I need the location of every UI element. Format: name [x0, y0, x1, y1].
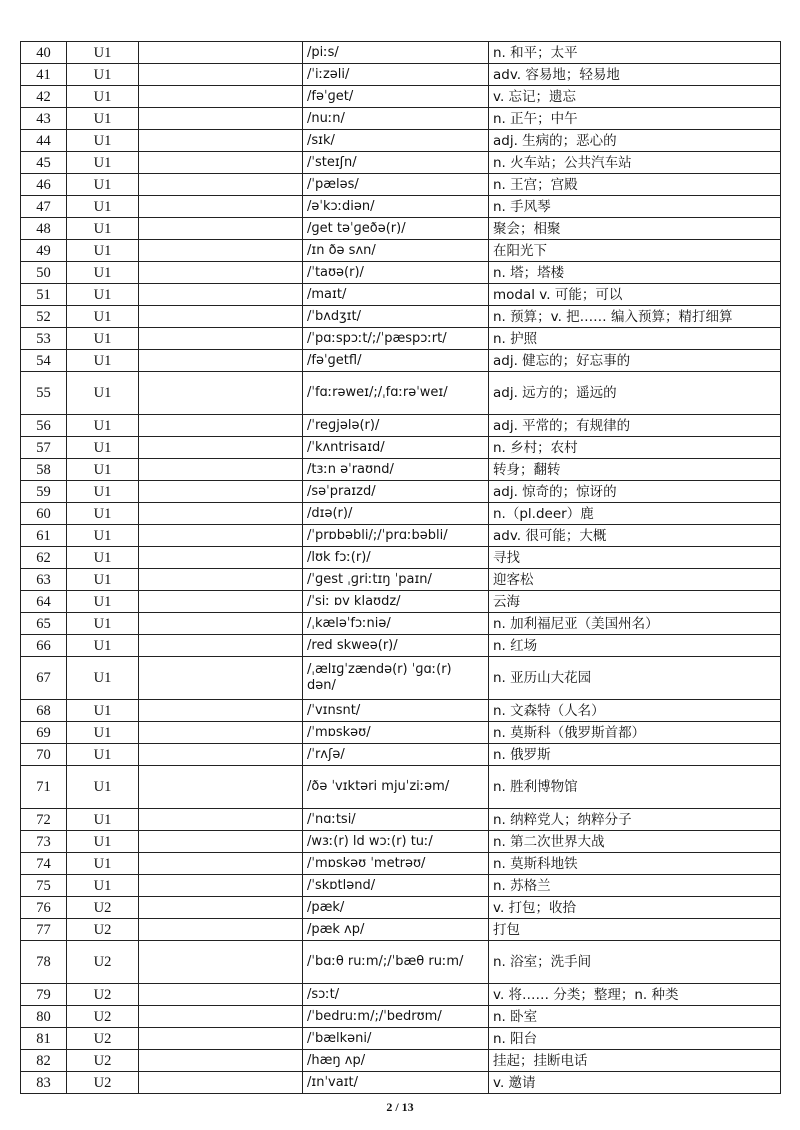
table-row: [21, 569, 781, 591]
table-row: [21, 744, 781, 766]
row-number-cell: 75: [21, 875, 67, 897]
row-number-cell: 54: [21, 350, 67, 372]
row-number-cell: 69: [21, 722, 67, 744]
row-number-cell: 77: [21, 919, 67, 941]
phonetic-cell: /ˈreɡjələ(r)/: [303, 415, 489, 437]
definition-cell: n. 文森特（人名）: [489, 700, 781, 722]
unit-cell: U1: [67, 569, 139, 591]
definition-cell: n. 塔；塔楼: [489, 262, 781, 284]
vocabulary-table-body: [21, 42, 781, 1094]
word-cell: [139, 503, 303, 525]
definition-cell: n. 红场: [489, 635, 781, 657]
definition-cell: adv. 很可能；大概: [489, 525, 781, 547]
row-number-cell: 51: [21, 284, 67, 306]
row-number-cell: 71: [21, 766, 67, 809]
definition-cell: 在阳光下: [489, 240, 781, 262]
row-number-cell: 50: [21, 262, 67, 284]
phonetic-cell: /ˈbedruːm/;/ˈbedrʊm/: [303, 1006, 489, 1028]
unit-cell: U1: [67, 591, 139, 613]
row-number-cell: 45: [21, 152, 67, 174]
table-row: [21, 152, 781, 174]
unit-cell: U2: [67, 1050, 139, 1072]
table-row: [21, 108, 781, 130]
row-number-cell: 72: [21, 809, 67, 831]
word-cell: [139, 130, 303, 152]
word-cell: [139, 1006, 303, 1028]
row-number-cell: 48: [21, 218, 67, 240]
definition-cell: v. 忘记；遗忘: [489, 86, 781, 108]
word-cell: [139, 218, 303, 240]
definition-cell: n. 加利福尼亚（美国州名）: [489, 613, 781, 635]
word-cell: [139, 437, 303, 459]
unit-cell: U1: [67, 284, 139, 306]
definition-cell: n. 莫斯科（俄罗斯首都）: [489, 722, 781, 744]
phonetic-cell: /ˈskɒtlənd/: [303, 875, 489, 897]
phonetic-cell: /əˈkɔːdiən/: [303, 196, 489, 218]
table-row: [21, 86, 781, 108]
phonetic-cell: /pæk ʌp/: [303, 919, 489, 941]
unit-cell: U2: [67, 1028, 139, 1050]
unit-cell: U2: [67, 941, 139, 984]
phonetic-cell: /fəˈɡet/: [303, 86, 489, 108]
word-cell: [139, 941, 303, 984]
row-number-cell: 40: [21, 42, 67, 64]
table-row: [21, 328, 781, 350]
definition-cell: n. 莫斯科地铁: [489, 853, 781, 875]
word-cell: [139, 459, 303, 481]
unit-cell: U2: [67, 984, 139, 1006]
phonetic-cell: /lʊk fɔː(r)/: [303, 547, 489, 569]
phonetic-cell: /ˈpɑːspɔːt/;/ˈpæspɔːrt/: [303, 328, 489, 350]
table-row: [21, 437, 781, 459]
phonetic-cell: /ˈiːzəli/: [303, 64, 489, 86]
phonetic-cell: /ˌkæləˈfɔːniə/: [303, 613, 489, 635]
table-row: [21, 941, 781, 984]
word-cell: [139, 897, 303, 919]
unit-cell: U1: [67, 86, 139, 108]
row-number-cell: 64: [21, 591, 67, 613]
row-number-cell: 70: [21, 744, 67, 766]
row-number-cell: 47: [21, 196, 67, 218]
word-cell: [139, 262, 303, 284]
phonetic-cell: /ˈbælkəni/: [303, 1028, 489, 1050]
phonetic-cell: /ˈnɑːtsi/: [303, 809, 489, 831]
definition-cell: adv. 容易地；轻易地: [489, 64, 781, 86]
unit-cell: U1: [67, 240, 139, 262]
table-row: [21, 196, 781, 218]
table-row: [21, 722, 781, 744]
table-row: [21, 700, 781, 722]
word-cell: [139, 657, 303, 700]
phonetic-cell: /ˈfɑːrəweɪ/;/ˌfɑːrəˈweɪ/: [303, 372, 489, 415]
row-number-cell: 78: [21, 941, 67, 984]
row-number-cell: 58: [21, 459, 67, 481]
unit-cell: U1: [67, 218, 139, 240]
phonetic-cell: /red skweə(r)/: [303, 635, 489, 657]
table-row: [21, 657, 781, 700]
table-row: [21, 591, 781, 613]
row-number-cell: 81: [21, 1028, 67, 1050]
definition-cell: v. 将…… 分类；整理；n. 种类: [489, 984, 781, 1006]
unit-cell: U2: [67, 1006, 139, 1028]
phonetic-cell: /ˈmɒskəʊ/: [303, 722, 489, 744]
definition-cell: n. 手风琴: [489, 196, 781, 218]
phonetic-cell: /səˈpraɪzd/: [303, 481, 489, 503]
phonetic-cell: /ˈmɒskəʊ ˈmetrəʊ/: [303, 853, 489, 875]
phonetic-cell: /ˈpæləs/: [303, 174, 489, 196]
unit-cell: U1: [67, 481, 139, 503]
phonetic-cell: /tɜːn əˈraʊnd/: [303, 459, 489, 481]
word-cell: [139, 569, 303, 591]
table-row: [21, 635, 781, 657]
table-row: [21, 240, 781, 262]
word-cell: [139, 328, 303, 350]
table-row: [21, 1006, 781, 1028]
row-number-cell: 62: [21, 547, 67, 569]
unit-cell: U1: [67, 547, 139, 569]
definition-cell: adj. 远方的；遥远的: [489, 372, 781, 415]
table-row: [21, 1050, 781, 1072]
definition-cell: adj. 生病的；恶心的: [489, 130, 781, 152]
phonetic-cell: /ˈsteɪʃn/: [303, 152, 489, 174]
table-row: [21, 218, 781, 240]
table-row: [21, 306, 781, 328]
definition-cell: 聚会；相聚: [489, 218, 781, 240]
row-number-cell: 43: [21, 108, 67, 130]
definition-cell: n. 纳粹党人；纳粹分子: [489, 809, 781, 831]
table-row: [21, 1028, 781, 1050]
table-row: [21, 64, 781, 86]
word-cell: [139, 240, 303, 262]
row-number-cell: 67: [21, 657, 67, 700]
phonetic-cell: /fəˈɡetfl/: [303, 350, 489, 372]
definition-cell: n. 胜利博物馆: [489, 766, 781, 809]
unit-cell: U1: [67, 42, 139, 64]
word-cell: [139, 284, 303, 306]
word-cell: [139, 64, 303, 86]
table-row: [21, 875, 781, 897]
definition-cell: n. 浴室；洗手间: [489, 941, 781, 984]
definition-cell: 转身；翻转: [489, 459, 781, 481]
unit-cell: U2: [67, 919, 139, 941]
definition-cell: adj. 健忘的；好忘事的: [489, 350, 781, 372]
word-cell: [139, 875, 303, 897]
unit-cell: U1: [67, 372, 139, 415]
unit-cell: U1: [67, 64, 139, 86]
phonetic-cell: /ˈbɑːθ ruːm/;/ˈbæθ ruːm/: [303, 941, 489, 984]
word-cell: [139, 919, 303, 941]
row-number-cell: 44: [21, 130, 67, 152]
phonetic-cell: /sɪk/: [303, 130, 489, 152]
word-cell: [139, 853, 303, 875]
phonetic-cell: /ɪnˈvaɪt/: [303, 1072, 489, 1094]
definition-cell: v. 邀请: [489, 1072, 781, 1094]
table-row: [21, 766, 781, 809]
phonetic-cell: /ˈprɒbəbli/;/ˈprɑːbəbli/: [303, 525, 489, 547]
phonetic-cell: /ɡet təˈɡeðə(r)/: [303, 218, 489, 240]
row-number-cell: 42: [21, 86, 67, 108]
definition-cell: modal v. 可能；可以: [489, 284, 781, 306]
phonetic-cell: /ˈbʌdʒɪt/: [303, 306, 489, 328]
unit-cell: U1: [67, 437, 139, 459]
vocabulary-table: [20, 41, 781, 1094]
phonetic-cell: /ˈsiː ɒv klaʊdz/: [303, 591, 489, 613]
table-row: [21, 42, 781, 64]
page-number: 2 / 13: [386, 1100, 414, 1114]
table-row: [21, 372, 781, 415]
table-row: [21, 831, 781, 853]
unit-cell: U1: [67, 262, 139, 284]
unit-cell: U1: [67, 613, 139, 635]
row-number-cell: 57: [21, 437, 67, 459]
row-number-cell: 59: [21, 481, 67, 503]
phonetic-cell: /ðə ˈvɪktəri mjuˈziːəm/: [303, 766, 489, 809]
word-cell: [139, 108, 303, 130]
word-cell: [139, 1028, 303, 1050]
row-number-cell: 65: [21, 613, 67, 635]
definition-cell: n. 卧室: [489, 1006, 781, 1028]
row-number-cell: 82: [21, 1050, 67, 1072]
word-cell: [139, 415, 303, 437]
definition-cell: 云海: [489, 591, 781, 613]
unit-cell: U1: [67, 174, 139, 196]
row-number-cell: 55: [21, 372, 67, 415]
word-cell: [139, 481, 303, 503]
definition-cell: 挂起；挂断电话: [489, 1050, 781, 1072]
phonetic-cell: /hæŋ ʌp/: [303, 1050, 489, 1072]
row-number-cell: 68: [21, 700, 67, 722]
phonetic-cell: /ˈtaʊə(r)/: [303, 262, 489, 284]
table-row: [21, 525, 781, 547]
unit-cell: U1: [67, 130, 139, 152]
word-cell: [139, 547, 303, 569]
table-row: [21, 350, 781, 372]
table-row: [21, 459, 781, 481]
phonetic-cell: /wɜː(r) ld wɔː(r) tuː/: [303, 831, 489, 853]
table-row: [21, 262, 781, 284]
unit-cell: U1: [67, 152, 139, 174]
phonetic-cell: /ˈrʌʃə/: [303, 744, 489, 766]
phonetic-cell: /ˈvɪnsnt/: [303, 700, 489, 722]
word-cell: [139, 831, 303, 853]
phonetic-cell: /maɪt/: [303, 284, 489, 306]
definition-cell: n. 火车站；公共汽车站: [489, 152, 781, 174]
unit-cell: U1: [67, 635, 139, 657]
table-row: [21, 130, 781, 152]
unit-cell: U1: [67, 700, 139, 722]
unit-cell: U1: [67, 809, 139, 831]
definition-cell: n. 预算；v. 把…… 编入预算；精打细算: [489, 306, 781, 328]
unit-cell: U1: [67, 744, 139, 766]
table-row: [21, 897, 781, 919]
phonetic-cell: /sɔːt/: [303, 984, 489, 1006]
table-row: [21, 415, 781, 437]
phonetic-cell: /pæk/: [303, 897, 489, 919]
word-cell: [139, 613, 303, 635]
unit-cell: U2: [67, 1072, 139, 1094]
word-cell: [139, 196, 303, 218]
row-number-cell: 49: [21, 240, 67, 262]
word-cell: [139, 350, 303, 372]
word-cell: [139, 42, 303, 64]
word-cell: [139, 766, 303, 809]
row-number-cell: 41: [21, 64, 67, 86]
definition-cell: n.（pl.deer）鹿: [489, 503, 781, 525]
phonetic-cell: /ˈɡest ˌɡriːtɪŋ ˈpaɪn/: [303, 569, 489, 591]
row-number-cell: 63: [21, 569, 67, 591]
unit-cell: U1: [67, 306, 139, 328]
phonetic-cell: /piːs/: [303, 42, 489, 64]
definition-cell: v. 打包；收拾: [489, 897, 781, 919]
unit-cell: U1: [67, 196, 139, 218]
phonetic-cell: /ɪn ðə sʌn/: [303, 240, 489, 262]
definition-cell: n. 和平；太平: [489, 42, 781, 64]
word-cell: [139, 809, 303, 831]
definition-cell: n. 亚历山大花园: [489, 657, 781, 700]
table-row: [21, 481, 781, 503]
unit-cell: U1: [67, 415, 139, 437]
definition-cell: n. 王宫；宫殿: [489, 174, 781, 196]
unit-cell: U1: [67, 525, 139, 547]
word-cell: [139, 152, 303, 174]
row-number-cell: 46: [21, 174, 67, 196]
definition-cell: adj. 惊奇的；惊讶的: [489, 481, 781, 503]
unit-cell: U1: [67, 722, 139, 744]
phonetic-cell: /ˈkʌntrisaɪd/: [303, 437, 489, 459]
row-number-cell: 74: [21, 853, 67, 875]
row-number-cell: 66: [21, 635, 67, 657]
word-cell: [139, 744, 303, 766]
word-cell: [139, 722, 303, 744]
row-number-cell: 73: [21, 831, 67, 853]
phonetic-cell: /nuːn/: [303, 108, 489, 130]
word-cell: [139, 984, 303, 1006]
definition-cell: 打包: [489, 919, 781, 941]
unit-cell: U2: [67, 897, 139, 919]
row-number-cell: 80: [21, 1006, 67, 1028]
table-row: [21, 547, 781, 569]
word-cell: [139, 372, 303, 415]
unit-cell: U1: [67, 831, 139, 853]
word-cell: [139, 700, 303, 722]
table-row: [21, 853, 781, 875]
word-cell: [139, 591, 303, 613]
table-row: [21, 613, 781, 635]
definition-cell: 迎客松: [489, 569, 781, 591]
row-number-cell: 79: [21, 984, 67, 1006]
unit-cell: U1: [67, 875, 139, 897]
table-row: [21, 174, 781, 196]
row-number-cell: 52: [21, 306, 67, 328]
table-row: [21, 284, 781, 306]
row-number-cell: 76: [21, 897, 67, 919]
word-cell: [139, 86, 303, 108]
definition-cell: 寻找: [489, 547, 781, 569]
definition-cell: n. 乡村；农村: [489, 437, 781, 459]
unit-cell: U1: [67, 853, 139, 875]
unit-cell: U1: [67, 108, 139, 130]
row-number-cell: 83: [21, 1072, 67, 1094]
table-row: [21, 809, 781, 831]
unit-cell: U1: [67, 459, 139, 481]
row-number-cell: 60: [21, 503, 67, 525]
unit-cell: U1: [67, 503, 139, 525]
phonetic-cell: /ˌælɪɡˈzændə(r) ˈɡɑː(r) dən/: [303, 657, 489, 700]
definition-cell: adj. 平常的；有规律的: [489, 415, 781, 437]
row-number-cell: 56: [21, 415, 67, 437]
word-cell: [139, 1050, 303, 1072]
unit-cell: U1: [67, 657, 139, 700]
word-cell: [139, 1072, 303, 1094]
table-row: [21, 984, 781, 1006]
word-cell: [139, 174, 303, 196]
unit-cell: U1: [67, 766, 139, 809]
row-number-cell: 53: [21, 328, 67, 350]
table-row: [21, 919, 781, 941]
definition-cell: n. 第二次世界大战: [489, 831, 781, 853]
word-cell: [139, 635, 303, 657]
table-row: [21, 1072, 781, 1094]
table-row: [21, 503, 781, 525]
unit-cell: U1: [67, 350, 139, 372]
word-cell: [139, 525, 303, 547]
unit-cell: U1: [67, 328, 139, 350]
row-number-cell: 61: [21, 525, 67, 547]
word-cell: [139, 306, 303, 328]
definition-cell: n. 护照: [489, 328, 781, 350]
definition-cell: n. 苏格兰: [489, 875, 781, 897]
phonetic-cell: /dɪə(r)/: [303, 503, 489, 525]
definition-cell: n. 阳台: [489, 1028, 781, 1050]
definition-cell: n. 正午；中午: [489, 108, 781, 130]
definition-cell: n. 俄罗斯: [489, 744, 781, 766]
